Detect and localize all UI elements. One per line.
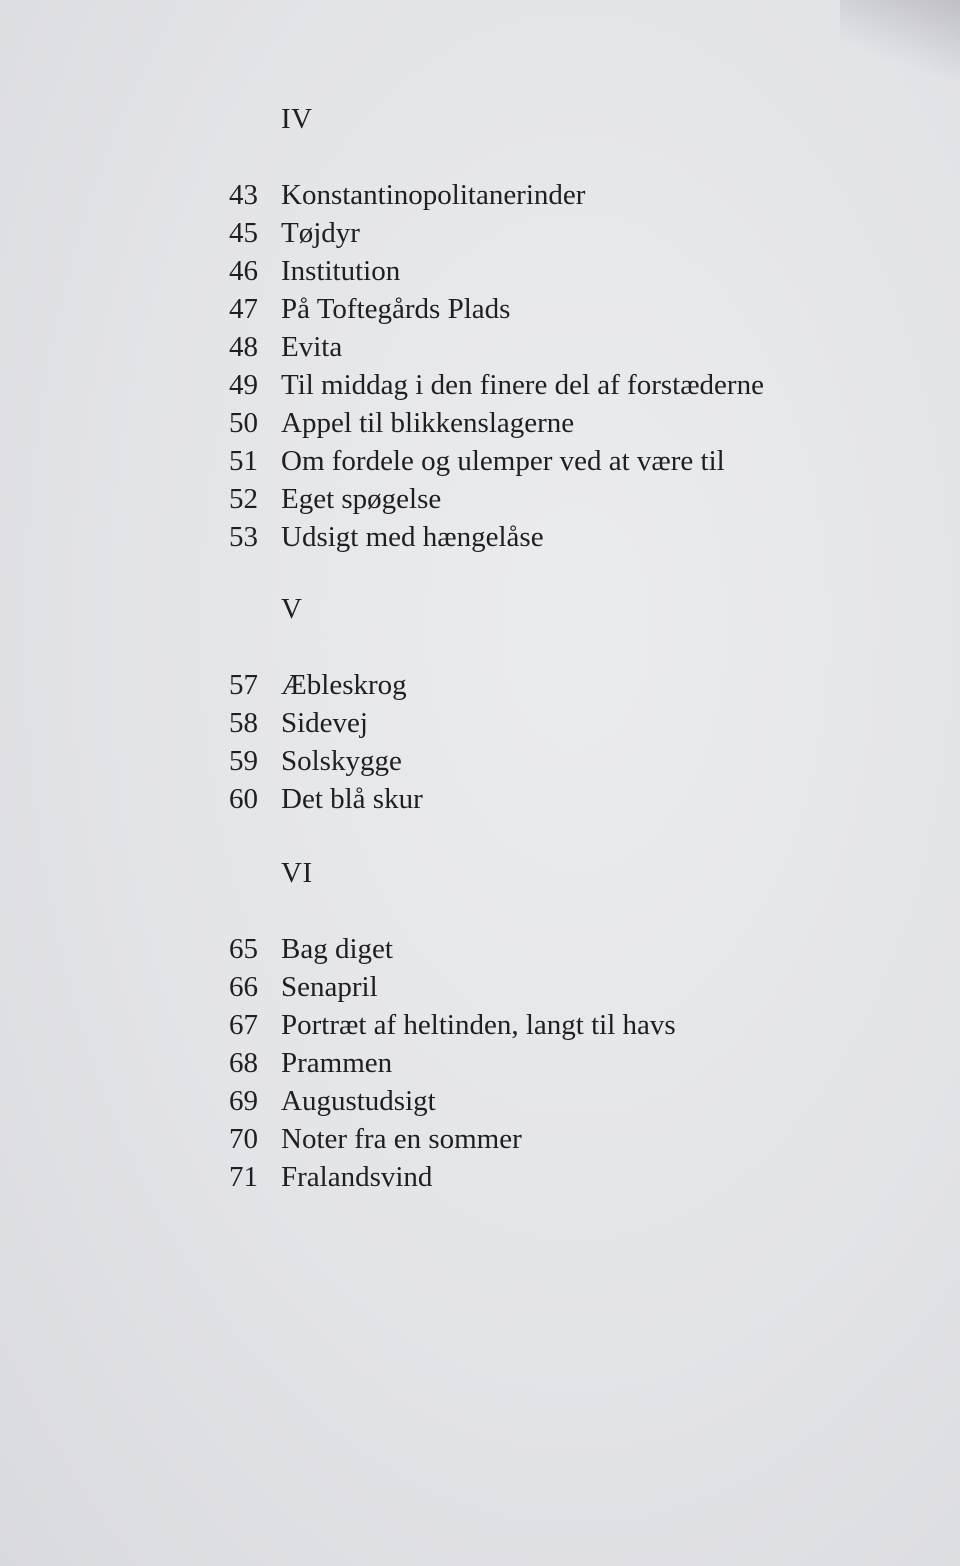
list-item — [0, 1044, 960, 1082]
page-number: 65 — [229, 933, 258, 965]
page-number: 51 — [229, 445, 258, 477]
list-item — [0, 1120, 960, 1158]
list-item — [0, 290, 960, 328]
entry-title: Tøjdyr — [281, 217, 360, 249]
list-item — [0, 442, 960, 480]
entry-title: Noter fra en sommer — [281, 1123, 522, 1155]
entry-title: Prammen — [281, 1047, 393, 1079]
page-number: 67 — [229, 1009, 258, 1041]
section-heading: VI — [281, 857, 313, 889]
entry-title: Sidevej — [281, 707, 368, 739]
list-item — [0, 176, 960, 214]
page-number: 58 — [229, 707, 258, 739]
entry-title: Konstantinopolitanerinder — [281, 179, 586, 211]
list-item — [0, 518, 960, 556]
page-number: 66 — [229, 971, 258, 1003]
page-number: 53 — [229, 521, 258, 553]
list-item — [0, 214, 960, 252]
entry-title: Evita — [281, 331, 343, 363]
page-number: 46 — [229, 255, 258, 287]
entry-title: Solskygge — [281, 745, 402, 777]
entry-title: Portræt af heltinden, langt til havs — [281, 1009, 676, 1041]
entry-title: Bag diget — [281, 933, 393, 965]
list-item — [0, 328, 960, 366]
list-item — [0, 742, 960, 780]
page-number: 57 — [229, 669, 258, 701]
page-number: 45 — [229, 217, 258, 249]
page-number: 69 — [229, 1085, 258, 1117]
list-item — [0, 252, 960, 290]
page-number: 68 — [229, 1047, 258, 1079]
entry-title: På Toftegårds Plads — [281, 293, 511, 325]
entry-title: Om fordele og ulemper ved at være til — [281, 445, 725, 477]
page-number: 48 — [229, 331, 258, 363]
page-number: 50 — [229, 407, 258, 439]
section-heading: V — [281, 593, 303, 625]
entry-title: Eget spøgelse — [281, 483, 442, 515]
list-item — [0, 780, 960, 818]
section-heading: IV — [281, 103, 313, 135]
entry-title: Til middag i den finere del af forstæderne — [281, 369, 764, 401]
list-item — [0, 366, 960, 404]
list-item — [0, 404, 960, 442]
list-item — [0, 704, 960, 742]
page-number: 52 — [229, 483, 258, 515]
page-number: 59 — [229, 745, 258, 777]
entry-title: Det blå skur — [281, 783, 423, 815]
list-item — [0, 480, 960, 518]
page-shadow — [840, 0, 960, 80]
page-number: 70 — [229, 1123, 258, 1155]
list-item — [0, 968, 960, 1006]
entry-title: Appel til blikkenslagerne — [281, 407, 575, 439]
page-number: 49 — [229, 369, 258, 401]
page-number: 43 — [229, 179, 258, 211]
list-item — [0, 1082, 960, 1120]
page-number: 60 — [229, 783, 258, 815]
list-item — [0, 1006, 960, 1044]
list-item — [0, 1158, 960, 1196]
list-item — [0, 666, 960, 704]
entry-title: Fralandsvind — [281, 1161, 433, 1193]
list-item — [0, 930, 960, 968]
page-number: 71 — [229, 1161, 258, 1193]
entry-title: Augustudsigt — [281, 1085, 436, 1117]
entry-title: Udsigt med hængelåse — [281, 521, 544, 553]
entry-title: Institution — [281, 255, 401, 287]
entry-title: Æbleskrog — [281, 669, 407, 701]
entry-title: Senapril — [281, 971, 378, 1003]
page-number: 47 — [229, 293, 258, 325]
